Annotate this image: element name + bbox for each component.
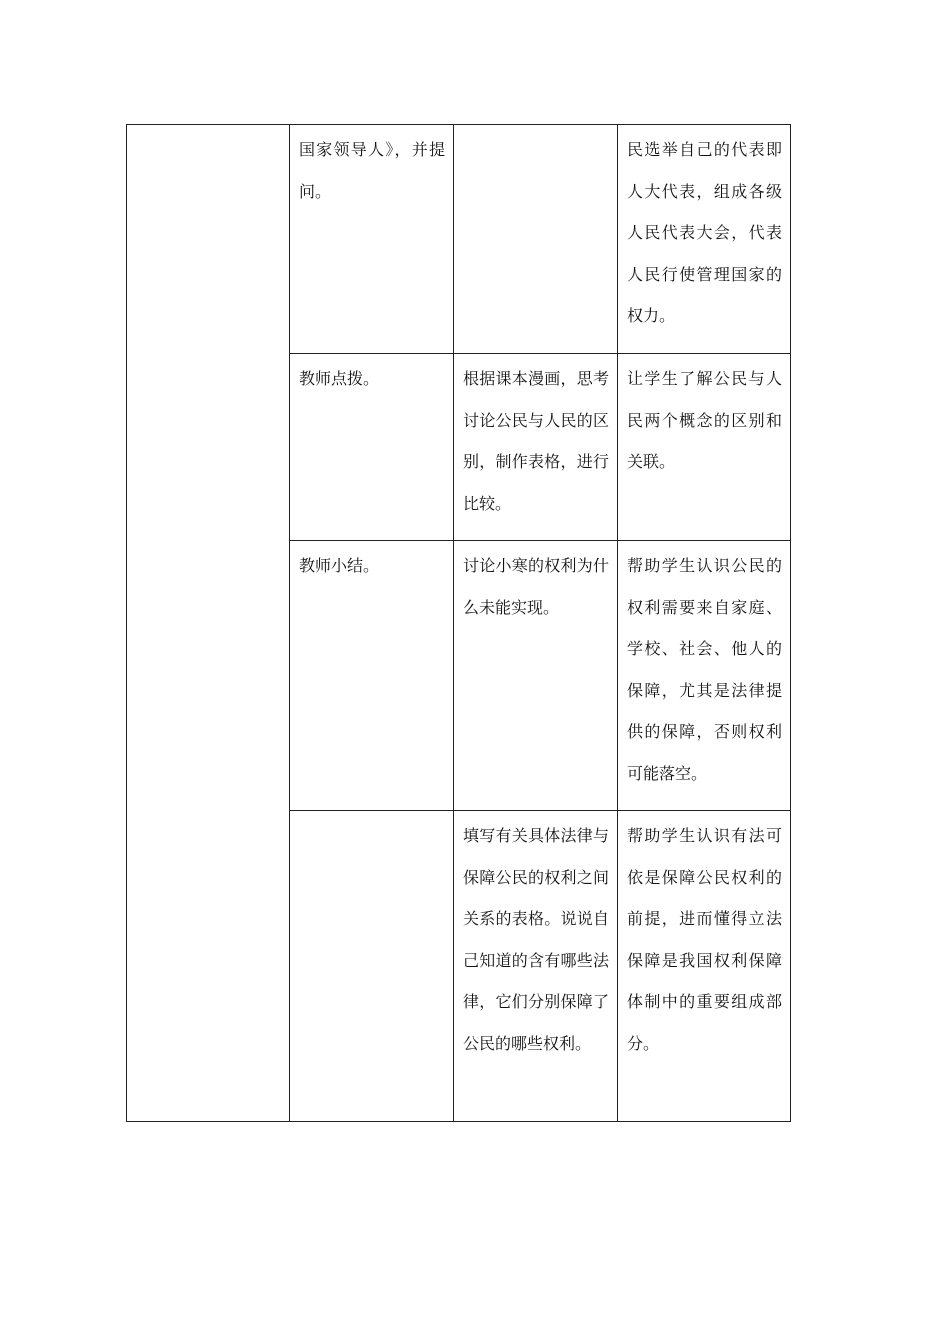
teacher-activity-text: 教师点拨。 [299,369,380,388]
teacher-activity-cell [290,354,454,541]
student-activity-text: 根据课本漫画，思考讨论公民与人民的区别，制作表格，进行比较。 [463,369,609,513]
student-activity-text: 讨论小寒的权利为什么未能实现。 [463,556,609,617]
design-intent-cell [618,811,791,1122]
design-intent-cell [618,125,791,354]
student-activity-cell [454,354,618,541]
design-intent-text: 帮助学生认识有法可依是保障公民权利的前提，进而懂得立法保障是我国权利保障体制中的重要组成部分。 [627,826,782,1053]
lesson-plan-table [126,124,791,1122]
teacher-activity-cell [290,541,454,811]
design-intent-text: 帮助学生认识公民的权利需要来自家庭、学校、社会、他人的保障，尤其是法律提供的保障，否则权利可能落空。 [627,556,782,783]
table-row [127,125,791,354]
student-activity-cell [454,125,618,354]
teacher-activity-text: 教师小结。 [299,556,380,575]
student-activity-text: 填写有关具体法律与保障公民的权利之间关系的表格。说说自己知道的含有哪些法律，它们分别保障了公民的哪些权利。 [463,826,609,1053]
student-activity-cell [454,541,618,811]
student-activity-cell [454,811,618,1122]
stage-cell [127,125,290,1122]
design-intent-text: 让学生了解公民与人民两个概念的区别和关联。 [627,369,782,471]
design-intent-cell [618,354,791,541]
teacher-activity-cell [290,811,454,1122]
teacher-activity-cell [290,125,454,354]
teacher-activity-text: 国家领导人》，并提问。 [299,140,445,201]
design-intent-cell [618,541,791,811]
design-intent-text: 民选举自己的代表即人大代表，组成各级人民代表大会，代表人民行使管理国家的权力。 [627,140,782,325]
